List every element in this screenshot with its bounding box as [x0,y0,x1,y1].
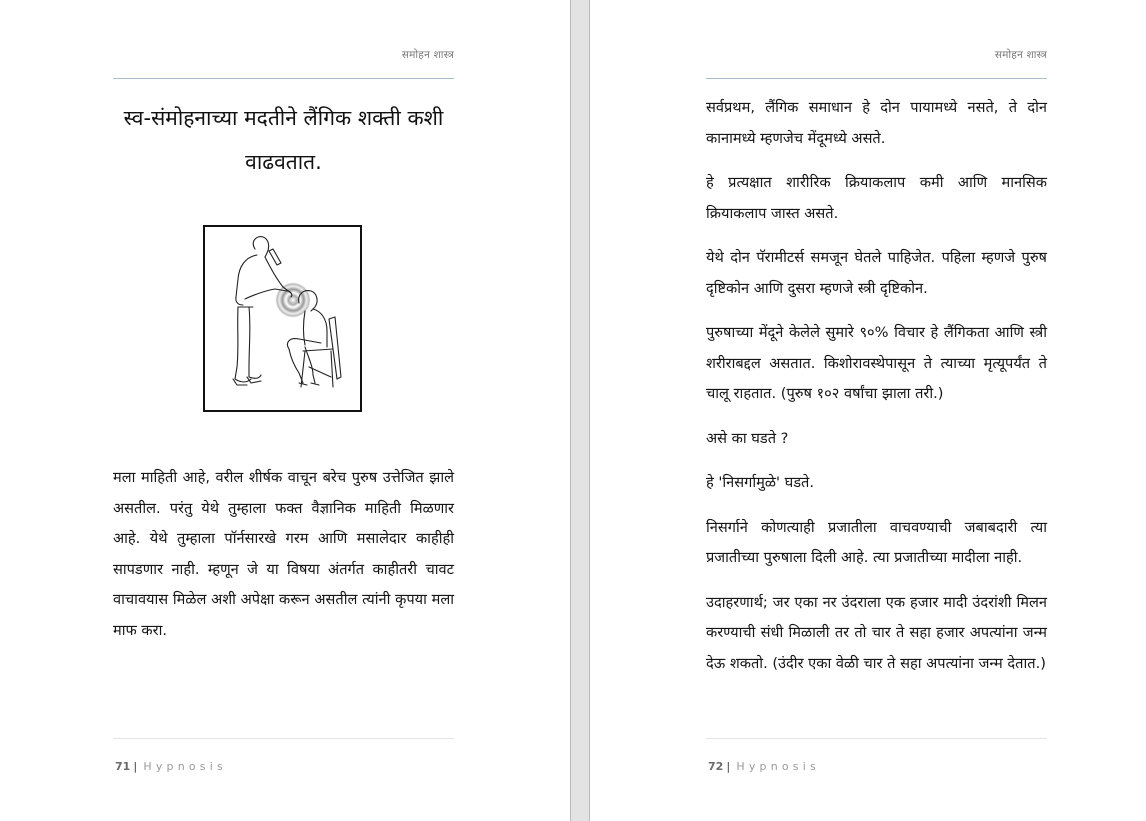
hypnosis-illustration [203,225,362,412]
page-72-column [706,0,1047,821]
book-title: Hypnosis [736,760,820,773]
page-72 [590,0,1146,821]
page-number: 72 [708,760,724,773]
paragraph: सर्वप्रथम, लैंगिक समाधान हे दोन पायामध्ये नसते, ते दोन कानामध्ये म्हणजेच मेंदूमध्ये असते. [706,99,1047,147]
footer-separator: | [133,760,138,773]
footer-rule [706,738,1047,739]
paragraph: हे 'निसर्गामुळे' घडते. [706,474,815,491]
paragraph: निसर्गाने कोणत्याही प्रजातीला वाचवण्याची जबाबदारी त्या प्रजातीच्या पुरुषाला दिली आहे. त्या प्रजातीच्या मादीला नाही. [706,518,1047,566]
paragraph: उदाहरणार्थ; जर एका नर उंदराला एक हजार मादी उंदरांशी मिलन करण्याची संधी मिळाली तर तो चार ते सहा हजार अपत्यांना जन्म देऊ शकतो. (उंदीर एका वेळी चार ते सहा अपत्यांना जन्म देतात.) [706,593,1047,672]
running-head: समोहन शास्त्र [401,49,454,61]
paragraph: मला माहिती आहे, वरील शीर्षक वाचून बरेच पुरुष उत्तेजित झाले असतील. परंतु येथे तुम्हाला फक्त वैज्ञानिक माहिती मिळणार आहे. येथे तुम्हाला पॉर्नसारखे गरम आणि मसालेदार काहीही सापडणार नाही. म्हणून जे या विषया अंतर्गत काहीतरी चावट वाचावयास मिळेल अशी अपेक्षा करून असतील त्यांनी कृपया मला माफ करा. [113,469,454,639]
footer-separator: | [726,760,731,773]
paragraph: पुरुषाच्या मेंदूने केलेले सुमारे ९०% विचार हे लैंगिकता आणि स्त्री शरीराबद्दल असतात. किशोरावस्थेपासून ते त्याच्या मृत्यूपर्यंत ते चालू राहतात. (पुरुष १०२ वर्षांचा झाला तरी.) [706,324,1047,402]
footer-rule [113,738,454,739]
body-text [706,93,1047,693]
header-rule [113,78,454,79]
paragraph: हे प्रत्यक्षात शारीरिक क्रियाकलाप कमी आणि मानसिक क्रियाकलाप जास्त असते. [706,174,1047,222]
page-71 [0,0,570,821]
page-number: 71 [115,760,131,773]
header-rule [706,78,1047,79]
page-gutter [570,0,590,821]
body-text [113,463,454,646]
chapter-title: स्व-संमोहनाच्या मदतीने लैंगिक शक्ती कशी वाढवतात. [123,106,444,174]
page-footer [708,760,820,773]
page-footer [115,760,227,773]
paragraph: असे का घडते ? [706,429,789,447]
hypnotist-subject-drawing-icon [205,227,360,410]
running-head: समोहन शास्त्र [994,49,1047,61]
paragraph: येथे दोन पॅरामीटर्स समजून घेतले पाहिजेत. पहिला म्हणजे पुरुष दृष्टिकोन आणि दुसरा म्हणजे स्त्री दृष्टिकोन. [706,249,1047,297]
page-71-column [113,0,454,821]
book-title: Hypnosis [143,760,227,773]
